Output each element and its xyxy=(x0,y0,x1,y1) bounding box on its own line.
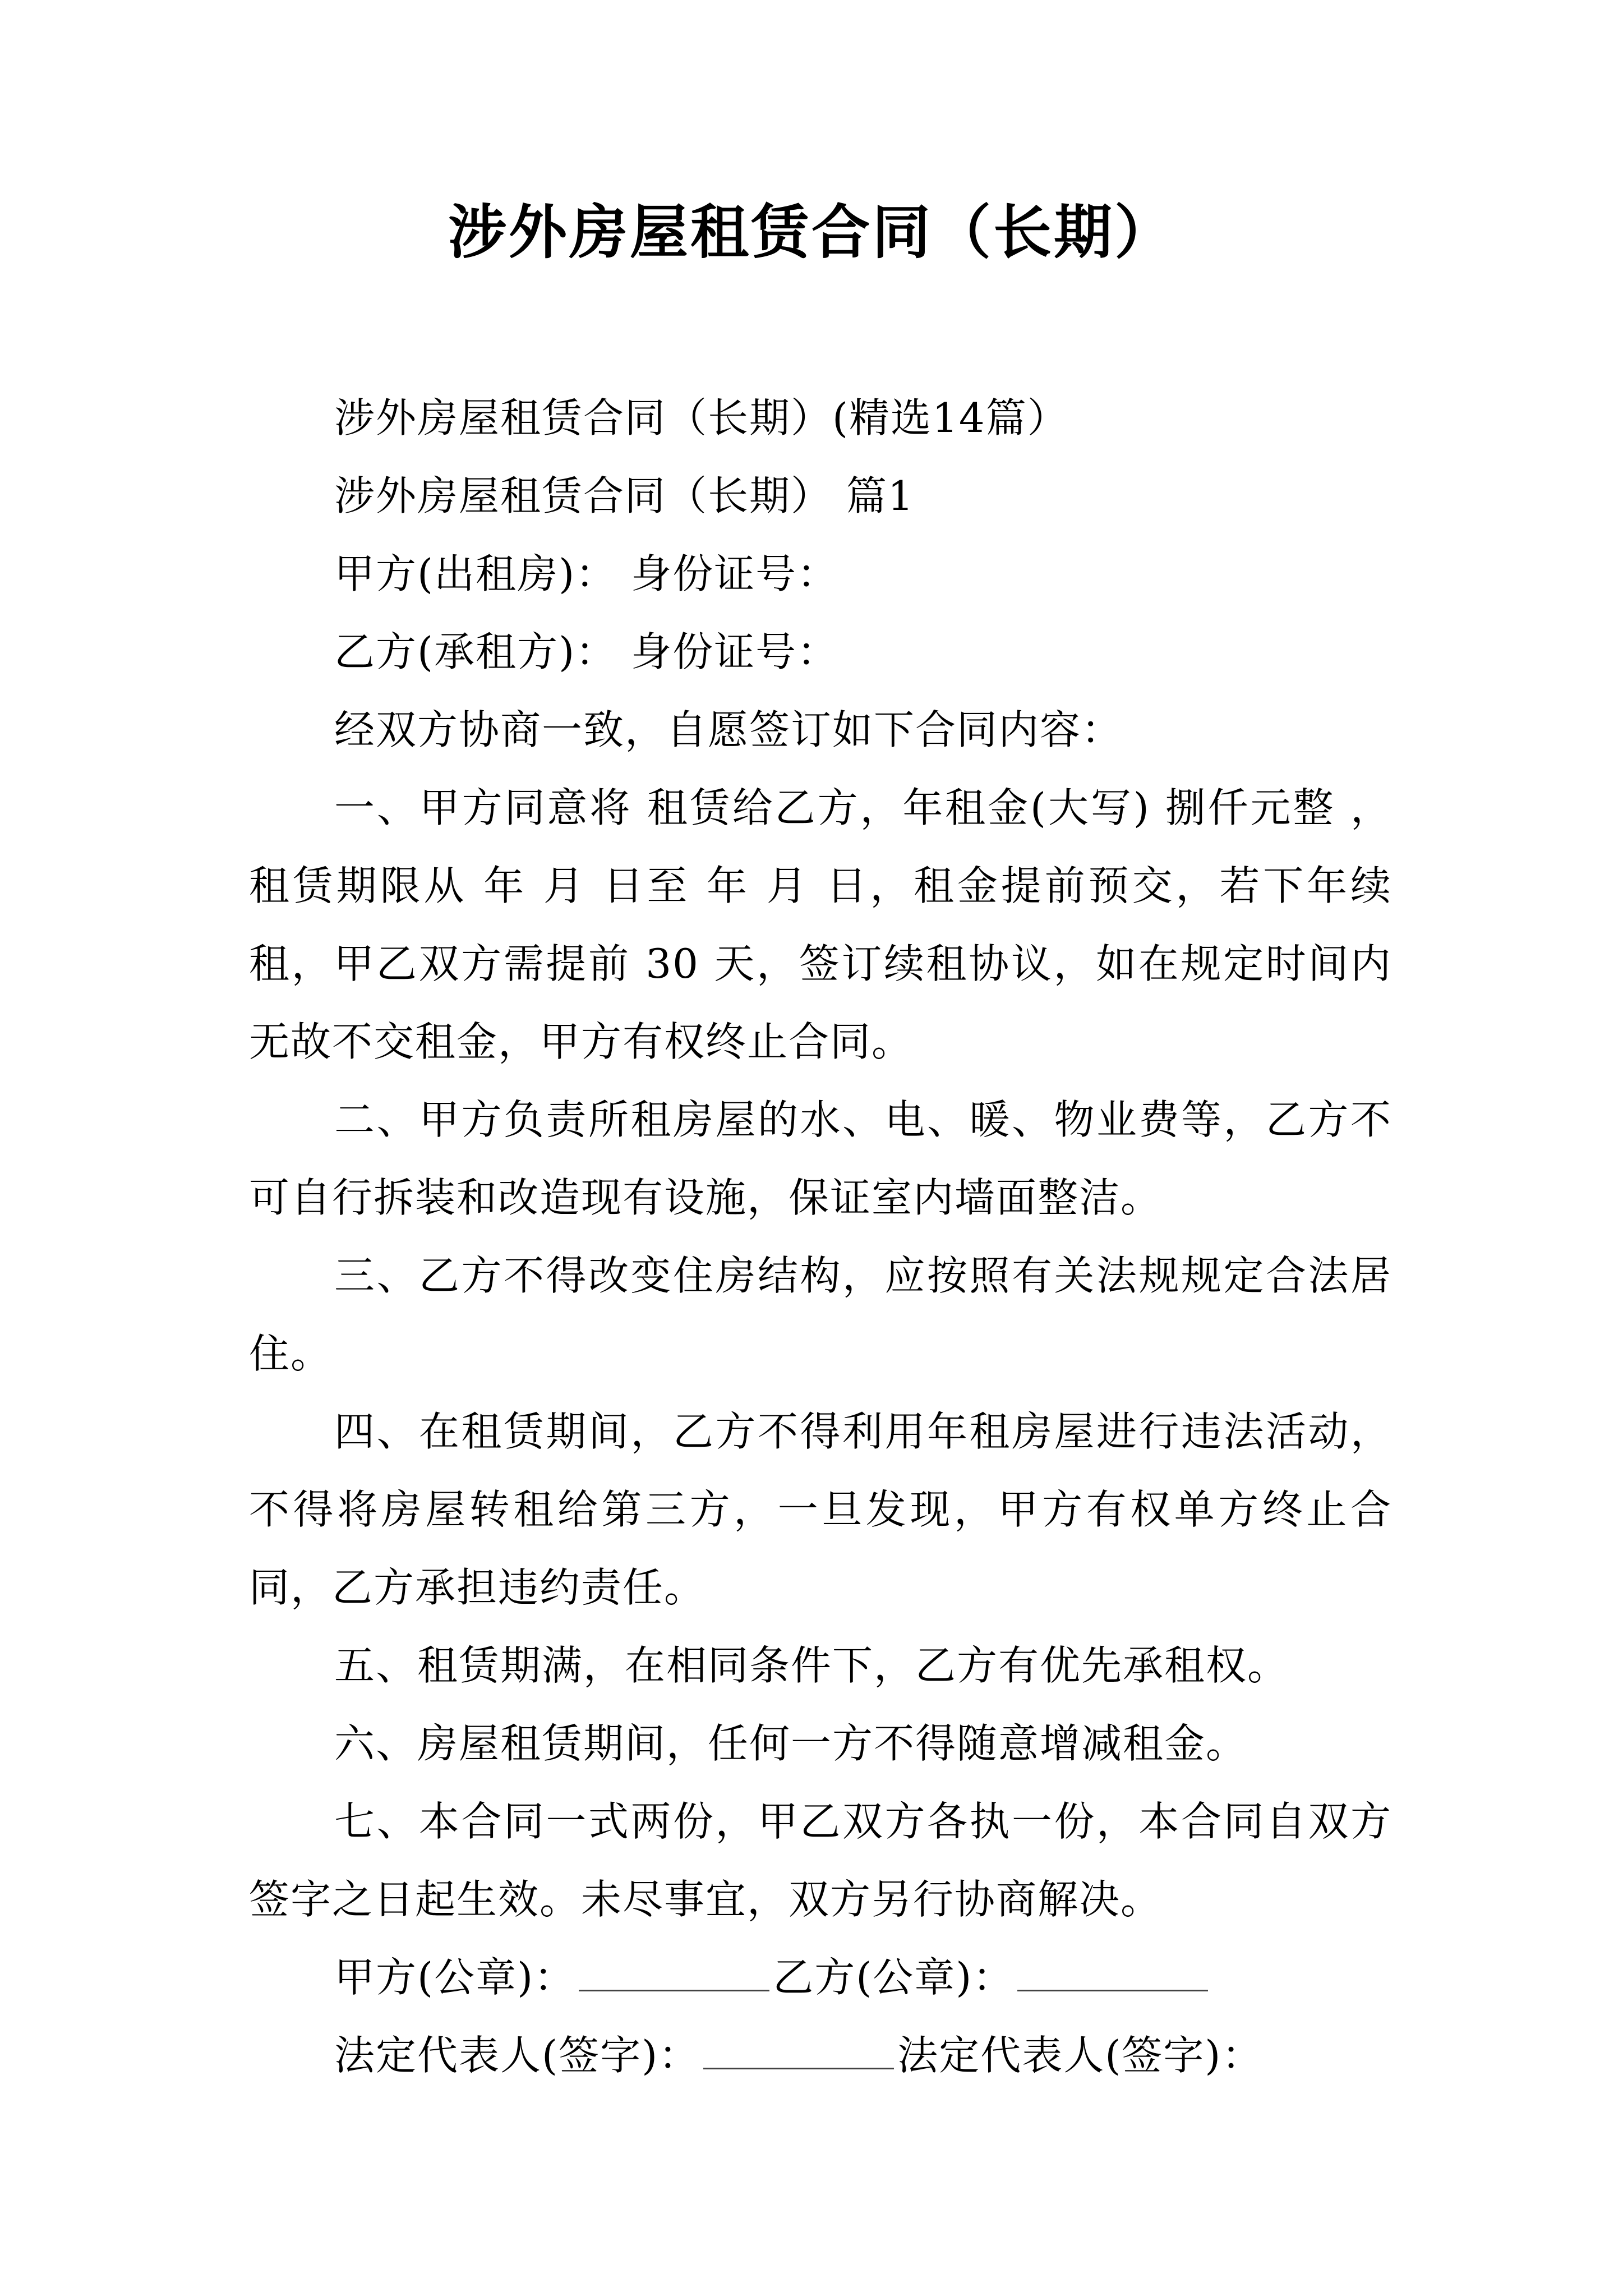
party-a-seal-blank xyxy=(579,1957,769,1991)
party-a-seal-label: 甲方(公章)： xyxy=(334,1954,576,2001)
document-title: 涉外房屋租赁合同（长期） xyxy=(448,197,1175,266)
section-heading: 涉外房屋租赁合同（长期） 篇1 xyxy=(334,472,915,519)
party-b-seal-label: 乙方(公章)： xyxy=(773,1954,1015,2001)
subtitle-line: 涉外房屋租赁合同（长期）(精选14篇） xyxy=(334,394,1069,441)
rep-a-blank xyxy=(703,2035,894,2069)
rep-a-label: 法定代表人(签字)： xyxy=(334,2032,700,2079)
clause-6: 六、房屋租赁期间，任何一方不得随意增减租金。 xyxy=(334,1720,1248,1767)
clause-4: 四、在租赁期间，乙方不得利用年租房屋进行违法活动，不得将房屋转租给第三方，一旦发现，甲方有权单方终止合同，乙方承担违约责任。 xyxy=(249,1408,1392,1611)
clause-7: 七、本合同一式两份，甲乙双方各执一份，本合同自双方签字之日起生效。未尽事宜，双方另行协商解决。 xyxy=(249,1798,1392,1923)
party-b-seal-blank xyxy=(1017,1957,1208,1991)
document-body xyxy=(249,379,1392,2095)
clause-2: 二、甲方负责所租房屋的水、电、暖、物业费等，乙方不可自行拆装和改造现有设施，保证室内墙面整洁。 xyxy=(249,1096,1392,1221)
seal-line xyxy=(249,1939,1392,2017)
clause-5: 五、租赁期满，在相同条件下，乙方有优先承租权。 xyxy=(334,1642,1289,1689)
clause-1: 一、甲方同意将 租赁给乙方，年租金(大写) 捌仟元整 ，租赁期限从 年 月 日至 年 月 日，租金提前预交，若下年续租，甲乙双方需提前 30 天，签订续租协议，如在规定时间内无故不交租金，甲方有权终止合同。 xyxy=(249,784,1392,1065)
representative-line xyxy=(249,2017,1392,2095)
agreement-intro: 经双方协商一致，自愿签订如下合同内容： xyxy=(334,706,1123,753)
party-a-line: 甲方(出租房)： 身份证号： xyxy=(334,550,839,597)
rep-b-label: 法定代表人(签字)： xyxy=(897,2032,1264,2079)
party-b-line: 乙方(承租方)： 身份证号： xyxy=(334,628,839,675)
clause-3: 三、乙方不得改变住房结构，应按照有关法规规定合法居住。 xyxy=(249,1252,1392,1377)
